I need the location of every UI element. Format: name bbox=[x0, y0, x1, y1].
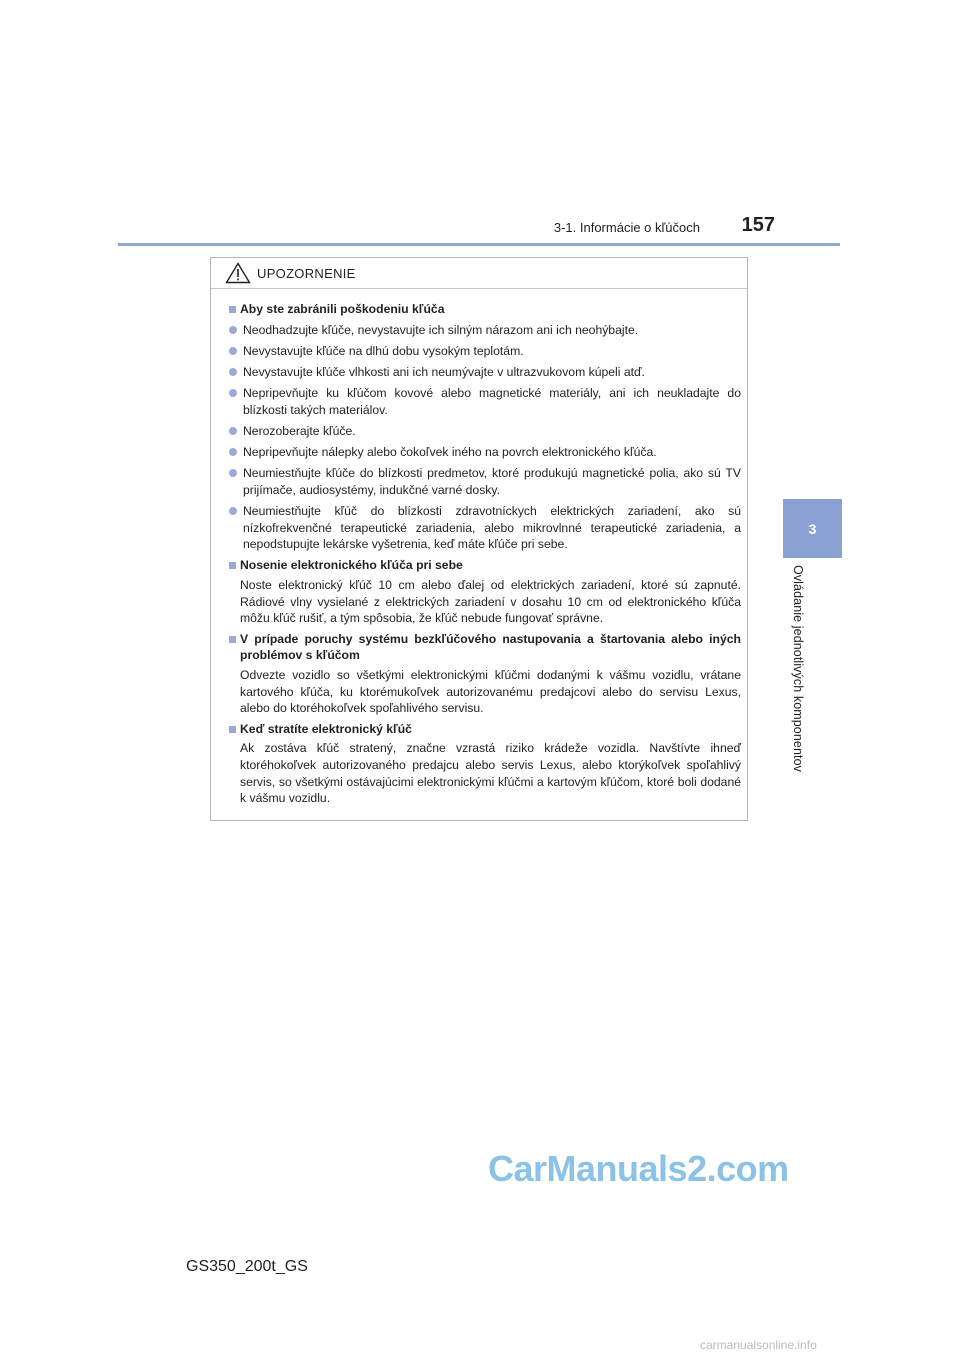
list-item bbox=[229, 503, 741, 553]
circle-bullet-icon bbox=[229, 389, 237, 397]
chapter-label: Ovládanie jednotlivých komponentov bbox=[791, 565, 805, 772]
warning-box bbox=[210, 257, 748, 821]
chapter-number: 3 bbox=[808, 520, 817, 537]
bullet-list bbox=[229, 322, 741, 553]
circle-bullet-icon bbox=[229, 326, 237, 334]
list-item-text: Neumiestňujte kľúč do blízkosti zdravotníckych elektrických zariadení, ako sú nízkofrekvenčné terapeutické zariadenia, alebo mikrovlnné terapeutické zariadenia, a nepodstupujte lekárske vyšetrenia, keď máte kľúče pri sebe. bbox=[243, 504, 741, 552]
list-item-text: Nevystavujte kľúče vlhkosti ani ich neumývajte v ultrazvukovom kúpeli atď. bbox=[243, 364, 645, 379]
chapter-tab[interactable] bbox=[783, 499, 842, 558]
circle-bullet-icon bbox=[229, 368, 237, 376]
square-bullet-icon bbox=[229, 562, 236, 569]
header-rule bbox=[118, 243, 840, 246]
list-item bbox=[229, 444, 741, 461]
list-item bbox=[229, 343, 741, 360]
circle-bullet-icon bbox=[229, 427, 237, 435]
list-item bbox=[229, 385, 741, 418]
section-lost-key bbox=[229, 721, 741, 807]
model-code: GS350_200t_GS bbox=[186, 1258, 308, 1275]
section-heading bbox=[229, 557, 741, 574]
list-item-text: Nepripevňujte nálepky alebo čokoľvek iného na povrch elektronického kľúča. bbox=[243, 445, 657, 460]
warning-body bbox=[211, 289, 747, 807]
section-carrying-key bbox=[229, 557, 741, 626]
warning-triangle-icon bbox=[225, 262, 251, 284]
section-paragraph: Noste elektronický kľúč 10 cm alebo ďalej od elektrických zariadení, ktoré sú zapnuté. Rádiové vlny vysielané z elektrických zariadení v dosahu 10 cm od elektronického kľúča môžu kľúč rušiť, a tým spôsobia, že kľúč nebude fungovať správne. bbox=[240, 578, 741, 626]
section-title: 3-1. Informácie o kľúčoch bbox=[553, 220, 700, 235]
list-item-text: Nerozoberajte kľúče. bbox=[243, 423, 356, 438]
warning-title: UPOZORNENIE bbox=[257, 265, 356, 281]
circle-bullet-icon bbox=[229, 347, 237, 355]
section-malfunction bbox=[229, 631, 741, 717]
square-bullet-icon bbox=[229, 306, 236, 313]
list-item bbox=[229, 465, 741, 498]
section-heading-text: Nosenie elektronického kľúča pri sebe bbox=[240, 558, 463, 573]
page-number: 157 bbox=[741, 214, 775, 236]
list-item-text: Nepripevňujte ku kľúčom kovové alebo magnetické materiály, ani ich neukladajte do blízkosti takých materiálov. bbox=[243, 386, 741, 417]
section-paragraph: Ak zostáva kľúč stratený, značne vzrastá riziko krádeže vozidla. Navštívte ihneď ktoréhokoľvek autorizovaného predajcu alebo servis Lexus, alebo ktorýkoľvek spoľahlivý servis, so všetkými ostávajúcimi elektronickými kľúčmi a kartovým kľúčom, ktoré boli dodané k vášmu vozidlu. bbox=[240, 741, 741, 806]
watermark-site[interactable]: carmanualsonline.info bbox=[700, 1338, 817, 1352]
list-item-text: Nevystavujte kľúče na dlhú dobu vysokým teplotám. bbox=[243, 343, 524, 358]
list-item-text: Neodhadzujte kľúče, nevystavujte ich silným nárazom ani ich neohýbajte. bbox=[243, 322, 639, 337]
square-bullet-icon bbox=[229, 726, 236, 733]
circle-bullet-icon bbox=[229, 469, 237, 477]
section-heading bbox=[229, 631, 741, 664]
section-heading-text: V prípade poruchy systému bezkľúčového nastupovania a štartovania alebo iných problémov s kľúčom bbox=[240, 631, 741, 663]
list-item bbox=[229, 322, 741, 339]
circle-bullet-icon bbox=[229, 507, 237, 515]
section-paragraph: Odvezte vozidlo so všetkými elektronickými kľúčmi dodanými k vášmu vozidlu, vrátane kartového kľúča, ku ktorémukoľvek autorizovanému predajcovi alebo do servisu Lexus, alebo do ktoréhokoľvek spoľahlivého servisu. bbox=[240, 668, 741, 716]
section-heading bbox=[229, 301, 741, 318]
section-heading-text: Keď stratíte elektronický kľúč bbox=[240, 721, 412, 736]
warning-header bbox=[211, 258, 747, 289]
section-heading-text: Aby ste zabránili poškodeniu kľúča bbox=[240, 302, 445, 316]
square-bullet-icon bbox=[229, 636, 236, 643]
section-heading bbox=[229, 721, 741, 738]
list-item bbox=[229, 423, 741, 440]
circle-bullet-icon bbox=[229, 448, 237, 456]
section-key-damage bbox=[229, 301, 741, 553]
list-item-text: Neumiestňujte kľúče do blízkosti predmetov, ktoré produkujú magnetické polia, ako sú TV prijímače, audiosystémy, indukčné varné dosky. bbox=[243, 466, 741, 497]
list-item bbox=[229, 364, 741, 381]
watermark-logo[interactable]: CarManuals2.com bbox=[488, 1148, 789, 1189]
